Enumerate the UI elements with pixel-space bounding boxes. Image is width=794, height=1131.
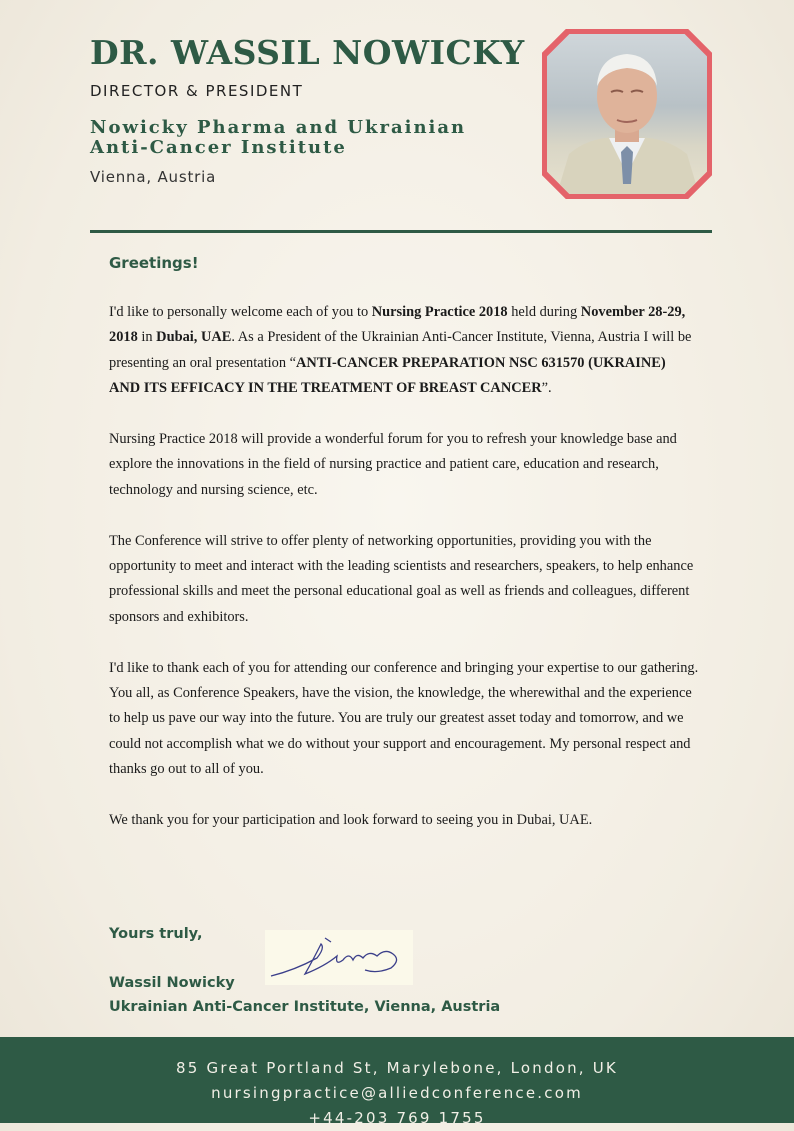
- portrait-illustration: [547, 34, 707, 194]
- portrait-frame: [542, 29, 712, 199]
- p1-text-1: I'd like to personally welcome each of you to: [109, 304, 372, 320]
- footer-email[interactable]: nursingpractice@alliedconference.com: [211, 1084, 583, 1102]
- conference-location: Dubai, UAE: [156, 329, 232, 346]
- greeting: Greetings!: [109, 254, 199, 272]
- speaker-city: Vienna, Austria: [90, 168, 217, 186]
- speaker-portrait: [547, 34, 707, 194]
- letter-body: [109, 300, 699, 859]
- conference-dates: November 28-29, 2018: [109, 304, 686, 346]
- paragraph-2: Nursing Practice 2018 will provide a wonderful forum for you to refresh your knowledge base and explore the innovations in the field of nursing practice and patient care, education and research, technology and nursing science, etc.: [109, 431, 677, 498]
- presentation-title: ANTI-CANCER PREPARATION NSC 631570 (UKRAINE) AND ITS EFFICACY IN THE TREATMENT OF BREAST CANCER: [109, 354, 666, 397]
- letterhead: [90, 34, 530, 186]
- speaker-organization: [90, 118, 530, 158]
- speaker-role: DIRECTOR & PRESIDENT: [90, 82, 304, 100]
- paragraph-4: I'd like to thank each of you for attending our conference and bringing your expertise to our gathering. You all, as Conference Speakers, have the vision, the knowledge, the wherewithal and the experience to help us pave our way into the future. You are truly our greatest asset today and tomorrow, and we could not accomplish what we do without your support and encouragement. My personal respect and thanks go out to all of you.: [109, 659, 699, 778]
- p1-text-5: ”.: [541, 380, 552, 397]
- signer-name: Wassil Nowicky: [109, 975, 235, 991]
- header-divider: [90, 230, 712, 233]
- footer-address: 85 Great Portland St, Marylebone, London, UK: [176, 1059, 618, 1077]
- speaker-name: DR. WASSIL NOWICKY: [90, 33, 525, 72]
- closing-phrase: Yours truly,: [109, 926, 203, 942]
- footer-phone[interactable]: +44-203 769 1755: [308, 1109, 486, 1127]
- signer-block: [109, 971, 500, 1019]
- footer-contact: [0, 1037, 794, 1127]
- signer-organization: Ukrainian Anti-Cancer Institute, Vienna, Austria: [109, 999, 501, 1015]
- conference-name: Nursing Practice 2018: [371, 304, 508, 320]
- paragraph-5: We thank you for your participation and look forward to seeing you in Dubai, UAE.: [109, 812, 593, 829]
- p1-text-4: . As a President of the Ukrainian Anti-Cancer Institute, Vienna, Austria I will be presenting an oral presentation “: [109, 329, 692, 371]
- paragraph-1: [109, 300, 699, 402]
- p1-text-2: held during: [507, 304, 581, 320]
- organization-line-2: Anti-Cancer Institute: [90, 137, 347, 158]
- organization-line-1: Nowicky Pharma and Ukrainian: [90, 117, 467, 138]
- paragraph-3: The Conference will strive to offer plenty of networking opportunities, providing you with the opportunity to meet and interact with the leading scientists and researchers, speakers, to help enhance professional skills and meet the personal educational goal as well as friends and colleagues, different sponsors and exhibitors.: [109, 532, 694, 625]
- p1-text-3: in: [137, 329, 157, 346]
